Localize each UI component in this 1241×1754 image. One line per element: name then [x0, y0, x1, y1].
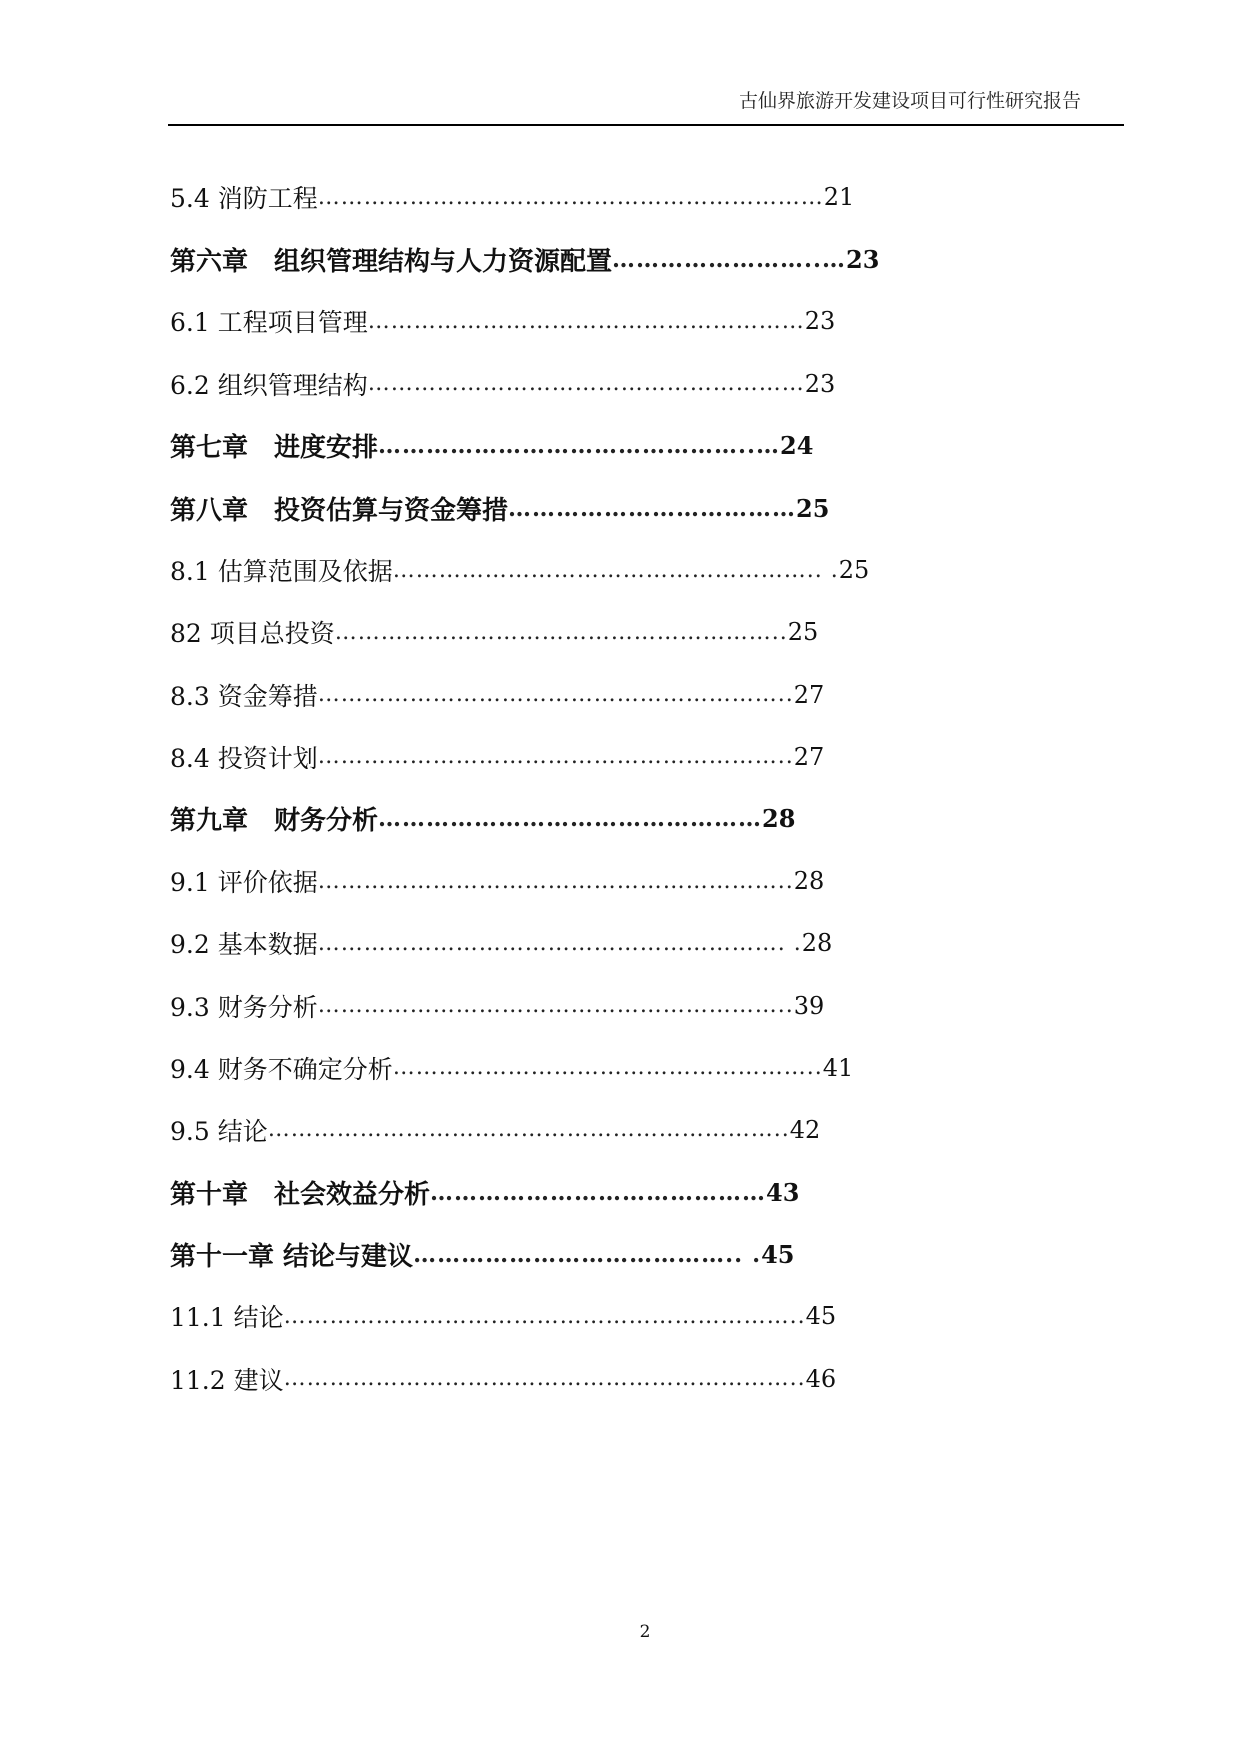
toc-entry-label: 9.2 基本数据	[170, 930, 318, 960]
toc-chapter-entry[interactable]	[170, 477, 1130, 539]
toc-entry-label: 8.1 估算范围及依据	[170, 557, 393, 587]
toc-entry[interactable]	[170, 726, 1130, 788]
toc-entry-leader: ………………………………………..…	[378, 432, 781, 460]
toc-entry-page: 28	[801, 929, 833, 958]
toc-entry-label: 6.1 工程项目管理	[170, 308, 368, 338]
toc-entry-label: 第九章 财务分析	[170, 806, 379, 837]
toc-entry-label: 9.4 财务不确定分析	[170, 1054, 393, 1084]
toc-entry[interactable]	[170, 601, 1130, 663]
toc-entry-leader: …………………………………………………………..	[283, 1366, 806, 1392]
toc-entry-page: 25	[787, 618, 819, 647]
toc-entry-label: 9.5 结论	[170, 1116, 268, 1146]
toc-entry-leader: ……………………………………………………..	[317, 682, 794, 708]
toc-chapter-entry[interactable]	[170, 228, 1130, 290]
toc-entry-label: 9.3 财务分析	[170, 992, 318, 1022]
toc-entry-label: 第六章 组织管理结构与人力资源配置	[170, 246, 613, 277]
toc-entry-page: 24	[780, 431, 814, 461]
toc-entry-page: 28	[793, 867, 825, 896]
toc-entry-leader: ………………………………….. .	[413, 1240, 762, 1268]
toc-entry-page: 27	[793, 742, 825, 771]
toc-entry-page: 45	[805, 1302, 837, 1331]
toc-entry-label: 9.1 评价依据	[170, 868, 318, 898]
toc-entry[interactable]	[170, 912, 1130, 974]
toc-entry[interactable]	[170, 1285, 1130, 1347]
toc-entry-label: 5.4 消防工程	[170, 184, 318, 214]
toc-entry-leader: ……………………………………	[430, 1178, 767, 1206]
toc-entry-page: 41	[822, 1053, 854, 1082]
toc-entry-page: 43	[766, 1177, 800, 1207]
toc-entry-page: 25	[796, 493, 830, 523]
page-number: 2	[639, 1622, 651, 1642]
toc-entry-page: 46	[805, 1364, 837, 1393]
toc-entry-label: 11.2 建议	[170, 1365, 284, 1395]
toc-entry[interactable]	[170, 1348, 1130, 1410]
toc-entry-leader: …………………………………………………………	[317, 184, 824, 210]
toc-entry-leader: ……………………………………………………..	[317, 993, 794, 1019]
toc-chapter-entry[interactable]	[170, 1223, 1130, 1285]
toc-entry-label: 第十章 社会效益分析	[170, 1179, 431, 1210]
toc-entry-leader: …………………………………………………………..	[267, 1117, 790, 1143]
toc-entry[interactable]	[170, 664, 1130, 726]
toc-entry-leader: …………………………………………………	[367, 371, 805, 397]
toc-entry-label: 第十一章 结论与建议	[170, 1241, 414, 1272]
toc-entry-page: 42	[789, 1115, 821, 1144]
toc-entry-page: 45	[761, 1239, 795, 1269]
toc-entry-leader: …………………………………………………..	[334, 619, 788, 645]
toc-entry-leader: ………………………………	[508, 494, 797, 522]
toc-entry-leader: ……………………………………………………..	[317, 868, 794, 894]
toc-entry-label: 8.4 投资计划	[170, 743, 318, 773]
table-of-contents	[170, 166, 1130, 1410]
toc-entry[interactable]	[170, 974, 1130, 1036]
toc-chapter-entry[interactable]	[170, 415, 1130, 477]
toc-entry-leader: ……………………..…	[612, 245, 847, 273]
toc-entry-leader: ……………………………………………………..	[317, 744, 794, 770]
toc-entry[interactable]	[170, 1099, 1130, 1161]
header-rule	[168, 124, 1124, 126]
toc-entry[interactable]	[170, 850, 1130, 912]
toc-entry-page: 23	[804, 307, 836, 336]
toc-entry-label: 第八章 投资估算与资金筹措	[170, 495, 509, 526]
toc-entry[interactable]	[170, 290, 1130, 352]
toc-entry-label: 11.1 结论	[170, 1303, 284, 1333]
toc-entry-label: 82 项目总投资	[170, 619, 335, 649]
toc-entry-page: 25	[838, 556, 870, 585]
toc-entry-page: 23	[846, 244, 880, 274]
toc-entry-page: 39	[793, 991, 825, 1020]
toc-entry-leader: …………………………………………………	[367, 308, 805, 334]
toc-entry-leader: …………………………………………	[378, 805, 763, 833]
toc-entry[interactable]	[170, 353, 1130, 415]
toc-chapter-entry[interactable]	[170, 788, 1130, 850]
toc-entry-label: 6.2 组织管理结构	[170, 370, 368, 400]
toc-entry-page: 21	[823, 183, 855, 212]
toc-entry-leader: ……………………………………………………. .	[317, 930, 802, 956]
toc-entry[interactable]	[170, 1037, 1130, 1099]
toc-entry-leader: ……………………………………………….. .	[392, 557, 839, 583]
running-header-title: 古仙界旅游开发建设项目可行性研究报告	[738, 90, 1081, 112]
toc-entry[interactable]	[170, 166, 1130, 228]
toc-entry-label: 第七章 进度安排	[170, 433, 379, 464]
toc-entry[interactable]	[170, 539, 1130, 601]
toc-chapter-entry[interactable]	[170, 1161, 1130, 1223]
toc-entry-page: 27	[793, 680, 825, 709]
toc-entry-page: 28	[762, 804, 796, 834]
toc-entry-page: 23	[804, 369, 836, 398]
toc-entry-leader: ………………………………………………..	[392, 1055, 823, 1081]
toc-entry-leader: …………………………………………………………..	[283, 1303, 806, 1329]
toc-entry-label: 8.3 资金筹措	[170, 681, 318, 711]
